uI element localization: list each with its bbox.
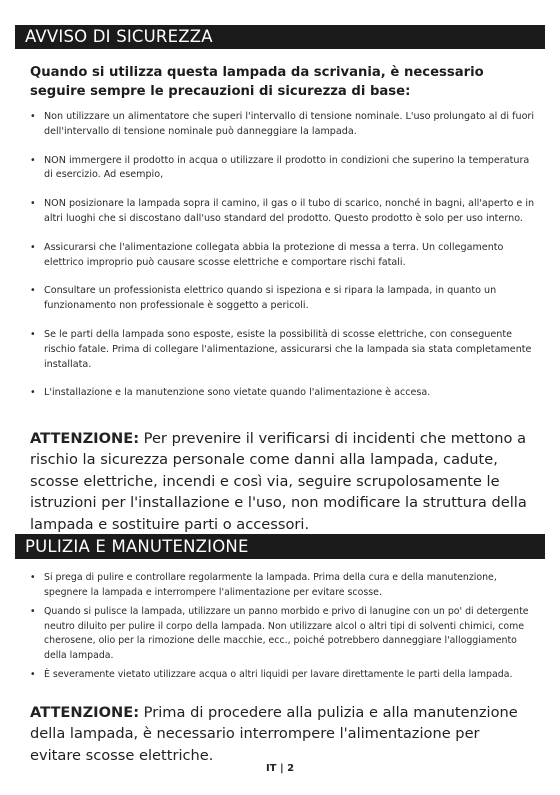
bullet-icon: • [30, 241, 36, 253]
list-item-text: Se le parti della lampada sono esposte, esiste la possibilità di scosse elettriche, con conseguente rischio fatale. Prima di collegare l'alimentazione, assicurarsi che la lampada sia stata completamente installata. [44, 328, 532, 370]
safety-list [30, 110, 540, 415]
bullet-icon: • [30, 285, 36, 297]
safety-heading: AVVISO DI SICUREZZA [15, 25, 545, 49]
list-item-text: Si prega di pulire e controllare regolarmente la lampada. Prima della cura e della manutenzione, spegnere la lampada e interrompere l'alimentazione per evitare scosse. [44, 572, 497, 598]
bullet-icon: • [30, 387, 36, 399]
list-item [30, 284, 540, 314]
warning-label: ATTENZIONE: [30, 430, 140, 447]
bullet-icon: • [30, 606, 36, 617]
list-item-text: NON posizionare la lampada sopra il camino, il gas o il tubo di scarico, nonché in bagni, all'aperto e in altri luoghi che si discostano dall'uso standard del prodotto. Questo prodotto è solo per uso interno. [44, 198, 535, 224]
safety-warning [30, 428, 535, 535]
warning-text: Per prevenire il verificarsi di incidenti che mettono a rischio la sicurezza personale come danni alla lampada, cadute, scosse elettriche, incendi e così via, seguire scrupolosamente le istruzioni per l'installazione e l'uso, non modificare la struttura della lampada e sostituire parti o accessori. [30, 430, 527, 533]
list-item-text: Consultare un professionista elettrico quando si ispeziona e si ripara la lampada, in quanto un funzionamento non professionale è soggetto a pericoli. [44, 285, 497, 312]
bullet-icon: • [30, 669, 36, 680]
list-item [30, 154, 540, 184]
list-item [30, 241, 540, 271]
list-item [30, 605, 540, 663]
cleaning-list [30, 571, 540, 688]
warning-text: Prima di procedere alla pulizia e alla manutenzione della lampada, è necessario interrompere l'alimentazione per evitare scosse elettriche. [30, 704, 518, 764]
list-item [30, 110, 540, 140]
list-item-text: Quando si pulisce la lampada, utilizzare un panno morbido e privo di lanugine con un po' di detergente neutro diluito per pulire il corpo della lampada. Non utilizzare alcol o altri tipi di solventi chimici, come cherosene, olio per la rimozione delle macchie, ecc., poiché potrebbero danneggiare l'alloggiamento della lampada. [44, 606, 529, 661]
list-item [30, 197, 540, 227]
list-item [30, 328, 540, 372]
page-number: IT | 2 [265, 763, 295, 774]
list-item-text: È severamente vietato utilizzare acqua o altri liquidi per lavare direttamente le parti della lampada. [44, 669, 513, 680]
list-item-text: Non utilizzare un alimentatore che superi l'intervallo di tensione nominale. L'uso prolungato al di fuori dell'intervallo di tensione nominale può danneggiare la lampada. [44, 111, 535, 137]
list-item-text: L'installazione e la manutenzione sono vietate quando l'alimentazione è accesa. [44, 387, 431, 399]
bullet-icon: • [30, 154, 36, 166]
cleaning-heading: PULIZIA E MANUTENZIONE [15, 534, 545, 559]
safety-intro: Quando si utilizza questa lampada da scrivania, è necessario seguire sempre le precauzioni di sicurezza di base: [30, 65, 484, 99]
list-item-text: Assicurarsi che l'alimentazione collegata abbia la protezione di messa a terra. Un collegamento elettrico improprio può causare scosse elettriche e comportare rischi fatali. [44, 241, 504, 268]
warning-label: ATTENZIONE: [30, 704, 140, 721]
list-item [30, 386, 540, 401]
bullet-icon: • [30, 198, 36, 210]
list-item-text: NON immergere il prodotto in acqua o utilizzare il prodotto in condizioni che superino la temperatura di esercizio. Ad esempio, [44, 154, 530, 181]
bullet-icon: • [30, 572, 36, 583]
bullet-icon: • [30, 328, 36, 340]
cleaning-warning [30, 702, 535, 766]
bullet-icon: • [30, 111, 36, 122]
list-item [30, 668, 540, 683]
list-item [30, 571, 540, 600]
